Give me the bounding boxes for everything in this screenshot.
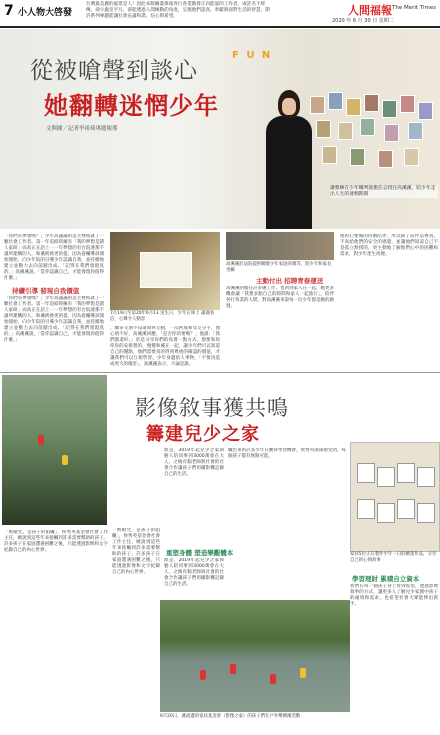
wall-photo [322, 146, 337, 164]
subhead-2: 主動付出 招聘青春運送 [256, 277, 324, 285]
article2-column-0: 「被嗆咒，是孩子的阻礙」，侯秀英基金會社會工作主任，她說到這些年來接觸到許多需要幫助的孩子。許多孩子在家庭遭遇困難之後，只能透過影像和文字紀錄自己的內心世界。 [4, 530, 108, 553]
wall-letters: F U N [232, 50, 273, 61]
card-in-hand [140, 252, 192, 288]
child-figure [38, 435, 44, 445]
article2-column-1: 「被嗆咒，是孩子的阻礙」，侯秀英基金會社會工作主任，她說到這些年來接觸到許多需要幫助的孩子。許多孩子在家庭遭遇困難之後，只能透過影像和文字紀錄自己的內心世界。 [112, 528, 160, 575]
subhead-1: 持續引導 發現自我價值 [12, 287, 80, 295]
exhibit-caption: 家扶5位正在製作少年一日的繪畫作品，分享自己的心情故事 [350, 552, 437, 563]
article-column-3: 高溪溪的擔任許多處工作，也回到家人在一起，她更多機會讓「我想多點自己的時間和家人一起旅行」，陪伴各行各業的人間，對高溪溪來說每一位少年都是她的啟發。 [226, 286, 334, 309]
artwork-tile [357, 463, 375, 483]
article2-column-4: 我們在每一個孩子身上看到希望，透過影像敘事的方式，讓更多人了解兒少家園中孩子的處境和需求，也希望社會大眾能伸出援手。 [350, 584, 438, 607]
section-blurb: 台灣最美麗的風景是人！因此本版圖畫偉報各行各業散發正向能量的工作者，或許名不經傳，卻小蟲室平凡，卻能透過人間擁動的角度，呈現他們認真、奉獻與面對生活的智慧，期許系列專題能讓社會充滿和諧、信心與希望。 [86, 2, 270, 20]
photo-caption-2: 6月20日，溪流邊的家扶基金會（影像之家）的孩子們在戶外攀溯溪活動 [160, 714, 301, 719]
child-figure [200, 670, 206, 680]
artwork-tile [357, 499, 375, 519]
header-divider [0, 26, 440, 28]
subhead-4: 學習理財 累積自立資本 [352, 575, 420, 583]
wall-photo [328, 92, 343, 110]
subhead-3: 重塑身體 塑造樂觀體本 [166, 549, 234, 557]
wall-photo [378, 150, 393, 168]
section-title: 小人物大啓發 [18, 8, 73, 18]
article2-column-2b: 派是，2019年起兒少之家與藝人陪同事到3000萬會在大人，之後有個老師與社會的社會合作讓孩子們用攝影機記錄自己的生活。 [164, 558, 224, 587]
inset-photo-1 [110, 232, 220, 310]
child-figure [230, 664, 236, 674]
wall-photo [364, 94, 379, 112]
artwork-tile [417, 503, 435, 523]
wall-photo [350, 148, 365, 166]
byline: 文與圖／記者李祖琦專題報導 [46, 126, 118, 132]
artwork-tile [377, 503, 395, 523]
wall-photo [408, 122, 423, 140]
wall-photo [400, 95, 415, 113]
creek-photo [160, 600, 350, 712]
inset-photo-2 [226, 232, 334, 260]
child-figure [62, 455, 68, 465]
wall-photo [382, 100, 397, 118]
rope-course-photo [2, 375, 107, 525]
inset-caption-2: 高溪溪於法院提供關懷少年家庭的幾等，陪少年和家長坐聯 [226, 262, 332, 273]
headline-line1: 從被嗆聲到談心 [30, 58, 198, 84]
portrait-face [282, 98, 296, 115]
wall-photo [384, 124, 399, 142]
wall-photo [346, 98, 361, 116]
wall-photo [338, 122, 353, 140]
photo-caption: 蕭雅娴在少年輔判庭擔任志授任高溪溪，陪少年走出人生的迷惘期間 [330, 186, 438, 198]
article-column-2: ，願多交朋不知道如何互動，一次阿成和女友分手，他心情不好，高溪溪回應，「是否你的要嗎？」他說：「我們都還好。」於是分享你們的真實一點方式，想要和你你你的安排想的，慢慢和溪在一起，讓少年們可以知道自己的優點，他們需要真的得到尊重的確認的價值，才讓我們可以互相學習。少年身邊的人事物，「不要再造成更大的傷害」，高溪溪表示，不論是誰。 [110, 326, 220, 367]
article-column-4: 理的心要做的持續陪伴，所以除了陪伴這裡真，不高給他們的安全的感覺，並讓他們知道自己不是孤立無援的，更主動地了解他們心中的困難和需求，對少年產生改變。 [340, 234, 438, 257]
newspaper-logo: 人間福報 [348, 4, 392, 17]
headline-line2: 她翻轉迷惘少年 [44, 91, 219, 120]
article2-column-3: 爛出來的許多少年在獲得學習機會，侯秀英深深感受到，每個孩子都有無限可能。 [228, 448, 346, 459]
artwork-tile [417, 467, 435, 487]
article-column-1: 「你們有夢想嗎？」少年高議議的這主裡結就了一顆社會工作者。第一年追結時擁有「我的夢想是讀人家研」而高正在語上一一年夢想的有台院連那不滿所建構的人，和溪被被更的提，因為從輔導員開始開始，向少年院的引導少年認識自我，並持續地建立並動力去向前踏出成。「記得在我們發現真的，」高溪溪說，「當你認識自己，才能發現你值得什麼。」 [4, 234, 104, 281]
article-column-1b: 「你們有夢想嗎？」少年高議議的這主裡結就了一顆社會工作者。第一年追結時擁有「我的夢想是讀人家研」而高正在語上一一年夢想的有台院連那不滿所建構的人，和溪被被更的提，因為從輔導員開始開始，向少年院的引導少年認識自我，並持續地建立並動力去向前踏出成。「記得在我們發現真的，」高溪溪說，「當你認識自己，才能發現你值得什麼。」 [4, 296, 104, 343]
headline2-line2: 籌建兒少之家 [146, 424, 260, 445]
headline2-line1: 影像敘事獲共鳴 [135, 396, 289, 420]
portrait-body [266, 116, 312, 229]
artwork-tile [397, 463, 415, 483]
section-divider [0, 372, 440, 373]
wall-photo [360, 118, 375, 136]
inset-caption-1: 7月19日至第20年6月13 送生日，少年在庫上 滿滿看信，心聲令人動容 [110, 311, 215, 322]
artwork-tile [377, 467, 395, 487]
article2-column-2: 派是，2019年起兒少之家與藝人陪同事到3000萬會在大人，之後有個老師與社會的社會合作讓孩子們用攝影機記錄自己的生活。 [164, 448, 224, 477]
child-figure [300, 668, 306, 678]
subject-portrait [260, 90, 320, 229]
wall-photo [404, 148, 419, 166]
child-figure [270, 674, 276, 684]
wall-photo [418, 102, 433, 120]
artwork-tile [397, 499, 415, 519]
exhibit-photo [350, 442, 440, 552]
page-number: 7 [4, 3, 14, 19]
issue-date: 2020 年 6 月 30 日 星期二 [332, 18, 394, 24]
newspaper-logo-en: The Merit Times [392, 5, 437, 11]
